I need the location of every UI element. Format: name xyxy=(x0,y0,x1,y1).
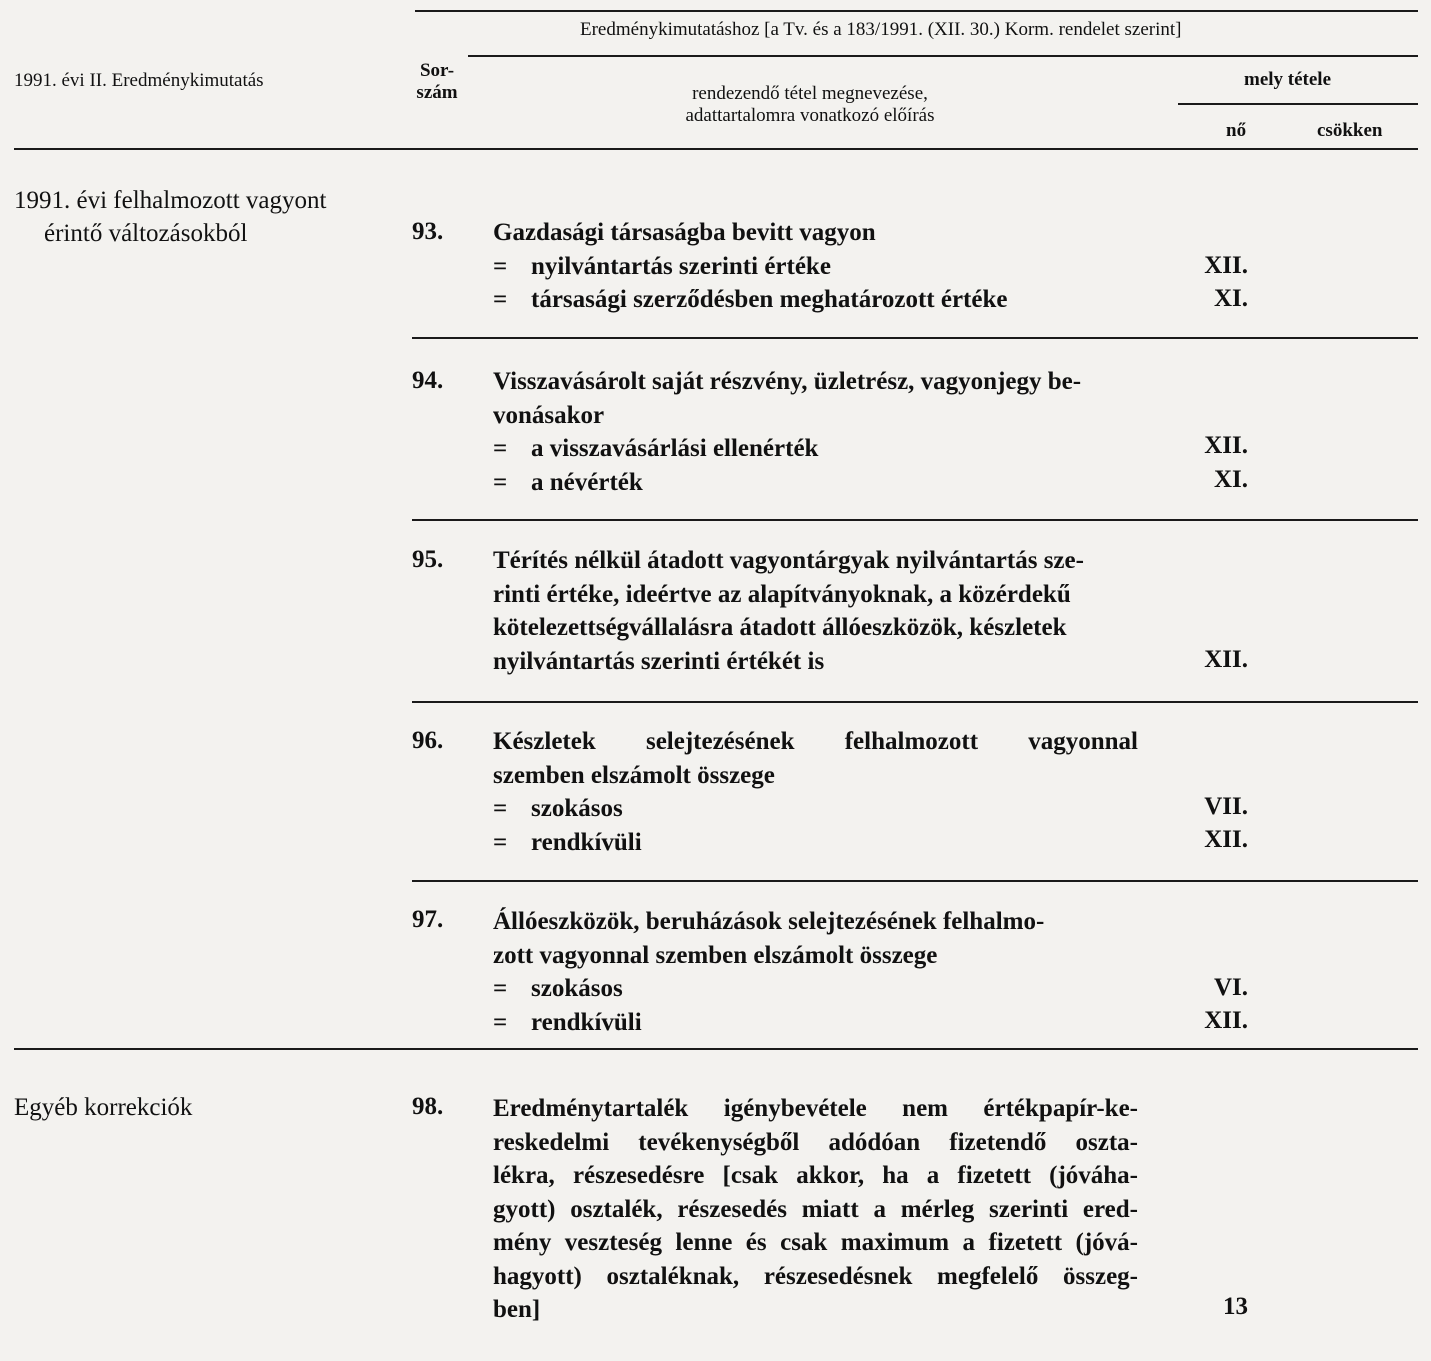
category-line-1: 1991. évi felhalmozott vagyont xyxy=(14,187,327,214)
header-no: nő xyxy=(1226,120,1247,141)
equals-sign: = xyxy=(493,795,508,822)
entry-93-sub-2 xyxy=(493,283,1143,317)
section-rule xyxy=(14,1048,1418,1050)
entry-97-sub-2 xyxy=(493,1006,1143,1040)
entry-94-sub-2 xyxy=(493,466,1143,500)
header-csokken: csökken xyxy=(1317,120,1383,141)
entry-97-number: 97. xyxy=(412,906,444,933)
entry-95-line-2: rinti értéke, ideértve az alapítványoknak, a közérdekű xyxy=(493,580,1071,608)
entry-95-line-4: nyilvántartás szerinti értékét is xyxy=(493,647,825,675)
equals-sign: = xyxy=(493,975,508,1002)
entry-94-number: 94. xyxy=(412,367,444,394)
entry-98-number: 98. xyxy=(412,1093,444,1120)
sub-text: rendkívüli xyxy=(531,1008,642,1036)
entry-93-mark-2: XI. xyxy=(1213,285,1248,312)
entry-98-text xyxy=(493,1092,1138,1327)
entry-98-line-3: lékra, részesedésre [csak akkor, ha a fizetett (jóváha- xyxy=(493,1162,1138,1189)
entry-96-sub-2 xyxy=(493,826,1138,860)
entry-98-line-7: ben] xyxy=(493,1296,541,1323)
category-line-2: érintő változásokból xyxy=(44,220,248,247)
entry-96-text xyxy=(493,725,1138,859)
equals-sign: = xyxy=(493,252,508,280)
sorszam-line-1: Sor- xyxy=(419,60,455,81)
entry-94-line-2: vonásakor xyxy=(493,401,605,429)
entry-95-number: 95. xyxy=(412,546,444,573)
sub-text: rendkívüli xyxy=(531,828,642,856)
sub-text: nyilvántartás szerinti értéke xyxy=(531,252,831,280)
category-egyeb-korrekciok: Egyéb korrekciók xyxy=(14,1094,193,1121)
entry-95-text xyxy=(493,544,1143,678)
header-left-title: 1991. évi II. Eredménykimutatás xyxy=(14,70,264,91)
entry-94-sub-1 xyxy=(493,432,1143,466)
equals-sign: = xyxy=(493,286,508,313)
entry-94-line-1: Visszavásárolt saját részvény, üzletrész, vagyonjegy be- xyxy=(493,368,1082,395)
header-bottom-rule xyxy=(14,148,1418,150)
entry-98-line-1: Eredménytartalék igénybevétele nem értékpapír-ke- xyxy=(493,1095,1138,1122)
entry-94-mark-1: XII. xyxy=(1204,432,1248,459)
entry-94-text xyxy=(493,365,1143,499)
equals-sign: = xyxy=(493,435,508,462)
entry-96-line-1: Készletek selejtezésének felhalmozott vagyonnal xyxy=(493,728,1138,755)
equals-sign: = xyxy=(493,828,508,856)
sub-text: szokásos xyxy=(531,795,623,822)
header-top-caption: Eredménykimutatáshoz [a Tv. és a 183/1991. (XII. 30.) Korm. rendelet szerint] xyxy=(580,19,1182,40)
entry-93-sub-1 xyxy=(493,250,1143,284)
equals-sign: = xyxy=(493,1008,508,1036)
description-line-1: rendezendő tétel megnevezése, xyxy=(692,83,928,104)
entry-95-line-1: Térítés nélkül átadott vagyontárgyak nyilvántartás sze- xyxy=(493,547,1084,574)
entry-96-line-2: szemben elszámolt összege xyxy=(493,761,775,789)
entry-98-line-6: hagyott) osztaléknak, részesedésnek megfelelő összeg- xyxy=(493,1262,1138,1290)
entry-97-line-2: zott vagyonnal szemben elszámolt összege xyxy=(493,941,938,969)
entry-97-line-1: Állóeszközök, beruházások selejtezésének felhalmo- xyxy=(493,908,1045,935)
entry-95-mark: XII. xyxy=(1204,646,1248,673)
top-rule xyxy=(415,10,1418,12)
entry-98-line-5: mény veszteség lenne és csak maximum a fizetett (jóvá- xyxy=(493,1229,1138,1256)
mely-tetele-underline xyxy=(1178,103,1418,105)
entry-96-rule xyxy=(412,880,1418,882)
entry-93-line: Gazdasági társaságba bevitt vagyon xyxy=(493,219,876,246)
entry-97-sub-1 xyxy=(493,972,1143,1006)
caption-underline xyxy=(468,55,1418,57)
entry-97-text xyxy=(493,905,1143,1039)
entry-93-mark-1: XII. xyxy=(1204,252,1248,279)
entry-95-line-3: kötelezettségvállalásra átadott állóeszközök, készletek xyxy=(493,614,1067,641)
equals-sign: = xyxy=(493,468,508,496)
entry-94-mark-2: XI. xyxy=(1213,466,1248,493)
entry-94-rule xyxy=(412,519,1418,521)
entry-98-line-2: reskedelmi tevékenységből adódóan fizetendő oszta- xyxy=(493,1128,1138,1156)
entry-97-mark-2: XII. xyxy=(1204,1007,1248,1034)
entry-95-rule xyxy=(412,701,1418,703)
sub-text: a visszavásárlási ellenérték xyxy=(531,435,819,462)
entry-96-mark-2: XII. xyxy=(1204,826,1248,853)
entry-93-rule xyxy=(412,337,1418,339)
entry-96-mark-1: VII. xyxy=(1204,793,1248,820)
entry-98-mark: 13 xyxy=(1223,1293,1248,1320)
category-vagyon-changes xyxy=(14,184,326,250)
sub-text: a névérték xyxy=(531,468,643,496)
entry-98-line-4: gyott) osztalék, részesedés miatt a mérleg szerinti ered- xyxy=(493,1195,1138,1223)
sub-text: társasági szerződésben meghatározott értéke xyxy=(531,286,1008,313)
entry-97-mark-1: VI. xyxy=(1213,974,1248,1001)
description-line-2: adattartalomra vonatkozó előírás xyxy=(685,105,935,126)
entry-93-text xyxy=(493,216,1143,317)
header-sorszam-label xyxy=(412,60,462,104)
entry-93-number: 93. xyxy=(412,218,444,245)
sub-text: szokásos xyxy=(531,975,623,1002)
entry-96-sub-1 xyxy=(493,792,1138,826)
header-mely-tetele: mely tétele xyxy=(1244,69,1332,90)
header-description-label xyxy=(600,83,1020,127)
sorszam-line-2: szám xyxy=(416,82,458,103)
entry-96-number: 96. xyxy=(412,727,444,754)
